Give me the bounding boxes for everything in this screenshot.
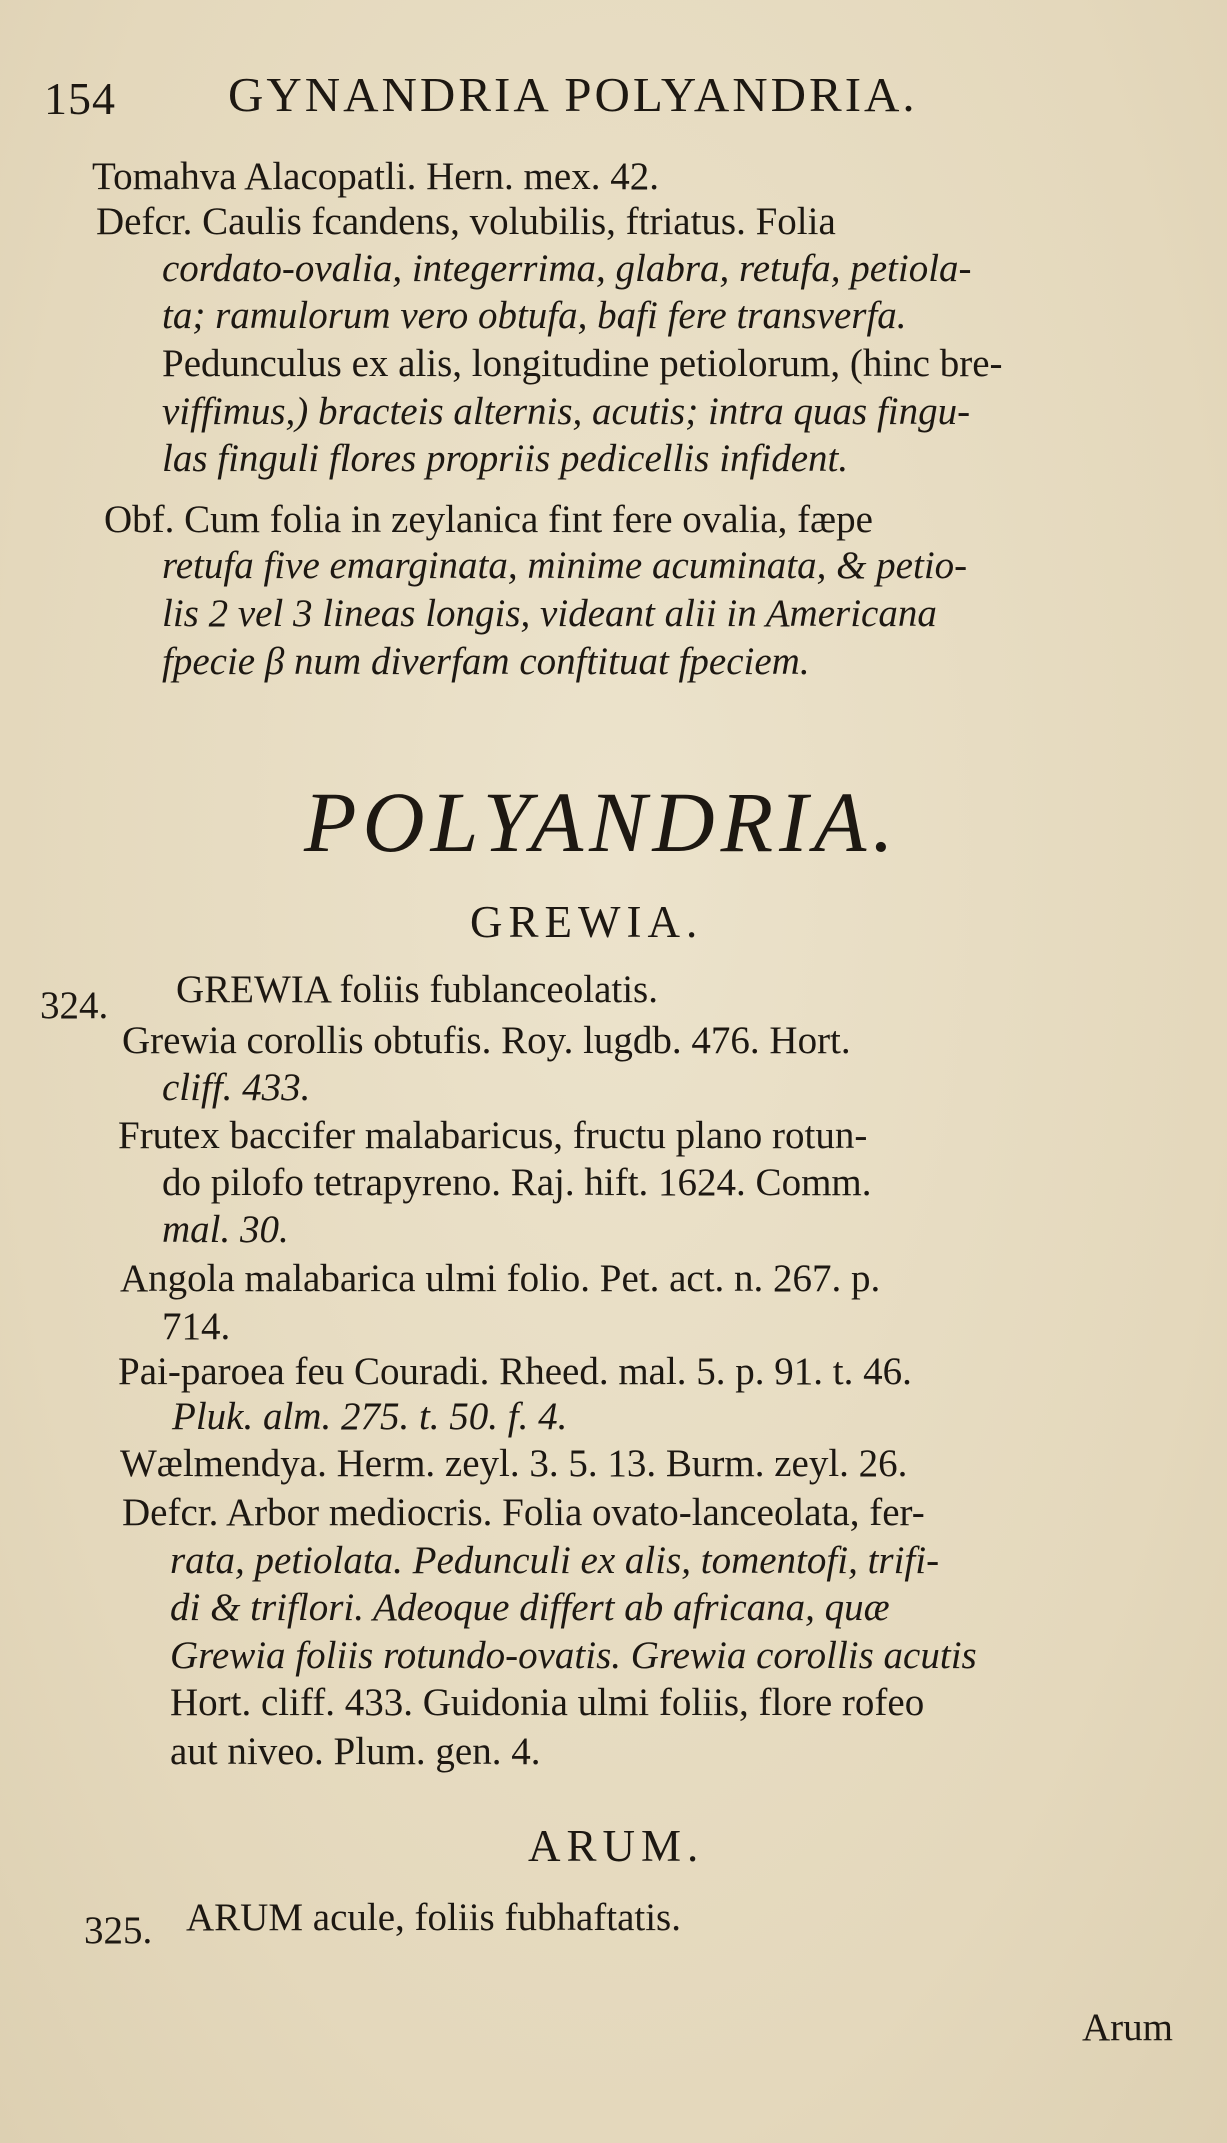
catchword: Arum	[1082, 2006, 1173, 2049]
obs-line: fpecie β num diverfam conftituat fpeciem.	[162, 640, 810, 683]
synonym-line: Pluk. alm. 275. t. 50. f. 4.	[172, 1395, 568, 1438]
descr-line: cordato-ovalia, integerrima, glabra, retufa, petiola-	[162, 247, 972, 290]
descr-line: Defcr. Caulis fcandens, volubilis, ftriatus. Folia	[96, 200, 836, 243]
synonym-line: cliff. 433.	[162, 1066, 311, 1109]
genus-title: ARUM.	[528, 1821, 705, 1871]
class-title: POLYANDRIA.	[304, 774, 900, 870]
synonym-line: Angola malabarica ulmi folio. Pet. act. n. 267. p.	[120, 1257, 881, 1300]
descr-line: Grewia foliis rotundo-ovatis. Grewia corollis acutis	[170, 1634, 977, 1677]
species-number: 324.	[40, 984, 109, 1027]
synonym-line: 714.	[162, 1305, 231, 1348]
page-number: 154	[44, 73, 116, 124]
descr-line: di & triflori. Adeoque differt ab africana, quæ	[170, 1586, 890, 1629]
species-diagnosis: ARUM acule, foliis fubhaftatis.	[186, 1896, 681, 1939]
species-number: 325.	[84, 1909, 153, 1952]
descr-line: Defcr. Arbor mediocris. Folia ovato-lanceolata, fer-	[122, 1491, 925, 1534]
synonym-line: Wælmendya. Herm. zeyl. 3. 5. 13. Burm. zeyl. 26.	[120, 1442, 908, 1485]
synonym-line: do pilofo tetrapyreno. Raj. hift. 1624. Comm.	[162, 1161, 872, 1204]
descr-line: ta; ramulorum vero obtufa, bafi fere transverfa.	[162, 294, 907, 337]
descr-line: Pedunculus ex alis, longitudine petiolorum, (hinc bre-	[162, 342, 1003, 385]
descr-line: las finguli flores propriis pedicellis infident.	[162, 437, 849, 480]
descr-line: Hort. cliff. 433. Guidonia ulmi foliis, flore rofeo	[170, 1681, 925, 1724]
obs-line: Obf. Cum folia in zeylanica fint fere ovalia, fæpe	[104, 498, 873, 541]
species-diagnosis: GREWIA foliis fublanceolatis.	[176, 968, 658, 1011]
descr-line: viffimus,) bracteis alternis, acutis; intra quas fingu-	[162, 390, 971, 433]
synonym-line: mal. 30.	[162, 1208, 289, 1251]
synonym-line: Frutex baccifer malabaricus, fructu plano rotun-	[118, 1114, 868, 1157]
obs-line: retufa five emarginata, minime acuminata, & petio-	[162, 544, 968, 587]
descr-line: aut niveo. Plum. gen. 4.	[170, 1730, 541, 1773]
synonym-line: Pai-paroea feu Couradi. Rheed. mal. 5. p. 91. t. 46.	[118, 1350, 912, 1393]
genus-title: GREWIA.	[470, 897, 704, 947]
tomahva-synonym: Tomahva Alacopatli. Hern. mex. 42.	[92, 155, 659, 198]
obs-line: lis 2 vel 3 lineas longis, videant alii in Americana	[162, 592, 937, 635]
descr-line: rata, petiolata. Pedunculi ex alis, tomentofi, trifi-	[170, 1539, 940, 1582]
running-title: GYNANDRIA POLYANDRIA.	[228, 67, 918, 122]
synonym-line: Grewia corollis obtufis. Roy. lugdb. 476. Hort.	[122, 1019, 851, 1062]
